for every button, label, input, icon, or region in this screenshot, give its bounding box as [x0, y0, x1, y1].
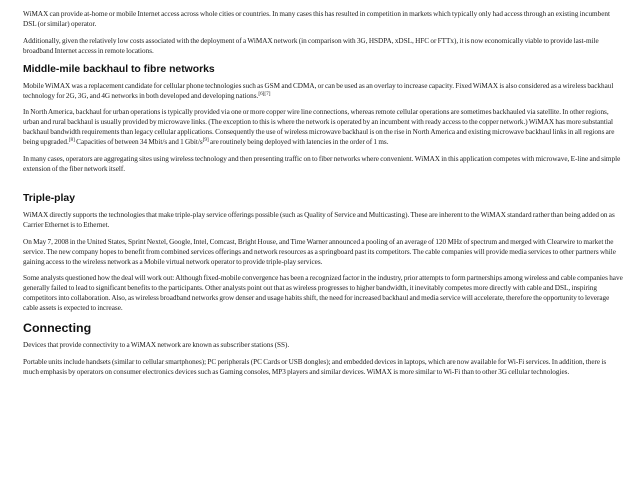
section-spacer [23, 182, 623, 192]
backhaul-paragraph-2 [23, 108, 623, 148]
citation-link-9[interactable]: [9] [202, 137, 209, 144]
backhaul-paragraph-1-text: Mobile WiMAX was a replacement candidate for cellular phone technologies such as GSM and CDMA, or can be used as an overlay to increase capacity. Fixed WiMAX is also considered as a wireless backhaul technology for 2G, 3G, and 4G networks in both developed and developing nations. [23, 81, 614, 100]
citation-link-8[interactable]: [8] [68, 137, 75, 144]
triple-play-paragraph-3: Some analysts questioned how the deal will work out: Although fixed-mobile convergence has been a recognized factor in the industry, prior attempts to form partnerships among wireless and cable companies have generally failed to lead to significant benefits to the participants. Other analysts point out that as wireless progresses to higher bandwidth, it inevitably competes more directly with cable and DSL, inspiring competitors into collaboration. Also, as wireless broadband networks grow denser and usage habits shift, the need for increased backhaul and media service will accelerate, therefore the opportunity to leverage cable assets is expected to increase. [23, 274, 623, 313]
connecting-paragraph-1: Devices that provide connectivity to a WiMAX network are known as subscriber stations (SS). [23, 341, 290, 350]
triple-play-paragraph-2: On May 7, 2008 in the United States, Sprint Nextel, Google, Intel, Comcast, Bright House, and Time Warner announced a pooling of an average of 120 MHz of spectrum and merged with Clearwire to market the service. The new company hopes to benefit from combined services offerings and network resources as a springboard past its competitors. The cable companies will provide media services to other partners while gaining access to the wireless network as a Mobile virtual network operator to provide triple-play services. [23, 237, 616, 266]
backhaul-paragraph-2-text-b: Capacities of between 34 Mbit/s and 1 Gbit/s [74, 138, 203, 147]
heading-middle-mile-backhaul: Middle-mile backhaul to fibre networks [23, 63, 215, 75]
citation-link-6[interactable]: [6] [258, 90, 265, 97]
heading-triple-play: Triple-play [23, 192, 75, 204]
document-page [23, 10, 623, 385]
connecting-paragraph-2: Portable units include handsets (similar to cellular smartphones); PC peripherals (PC Cards or USB dongles); and embedded devices in laptops, which are now available for Wi-Fi services. In addition, there is much emphasis by operators on consumer electronics devices such as Gaming consoles, MP3 players and similar devices. WiMAX is more similar to Wi-Fi than to other 3G cellular technologies. [23, 357, 607, 376]
backhaul-paragraph-2-text-c: are routinely being deployed with latencies in the order of 1 ms. [208, 138, 389, 147]
heading-connecting: Connecting [23, 321, 92, 336]
backhaul-paragraph-1 [23, 82, 623, 102]
backhaul-paragraph-2-text-a: In North America, backhaul for urban operations is typically provided via one or more copper wire line connections, whereas remote cellular operations are sometimes backhauled via satellite. In other regions, urban and rural backhaul is usually provided by microwave links. (The exception to this is where the network is operated by an incumbent with ready access to the copper network.) WiMAX has more substantial backhaul bandwidth requirements than legacy cellular applications. Consequently the use of wireless microwave backhaul is on the rise in North America and existing microwave backhaul links in all regions are being upgraded. [23, 108, 615, 147]
triple-play-paragraph-1: WiMAX directly supports the technologies that make triple-play service offerings possible (such as Quality of Service and Multicasting). These are inherent to the WiMAX standard rather than being added on as Carrier Ethernet is to Ethernet. [23, 210, 615, 229]
citation-link-7[interactable]: [7] [264, 90, 271, 97]
intro-paragraph-2: Additionally, given the relatively low costs associated with the deployment of a WiMAX network (in comparison with 3G, HSDPA, xDSL, HFC or FTTx), it is now economically viable to provide last-mile broadband Internet access in remote locations. [23, 36, 599, 55]
intro-paragraph-1: WiMAX can provide at-home or mobile Internet access across whole cities or countries. In many cases this has resulted in competition in markets which typically only had access through an existing incumbent DSL (or similar) operator. [23, 10, 610, 28]
backhaul-paragraph-3: In many cases, operators are aggregating sites using wireless technology and then presenting traffic on to fiber networks where convenient. WiMAX in this application competes with microwave, E-line and simple extension of the fiber network itself. [23, 155, 621, 173]
